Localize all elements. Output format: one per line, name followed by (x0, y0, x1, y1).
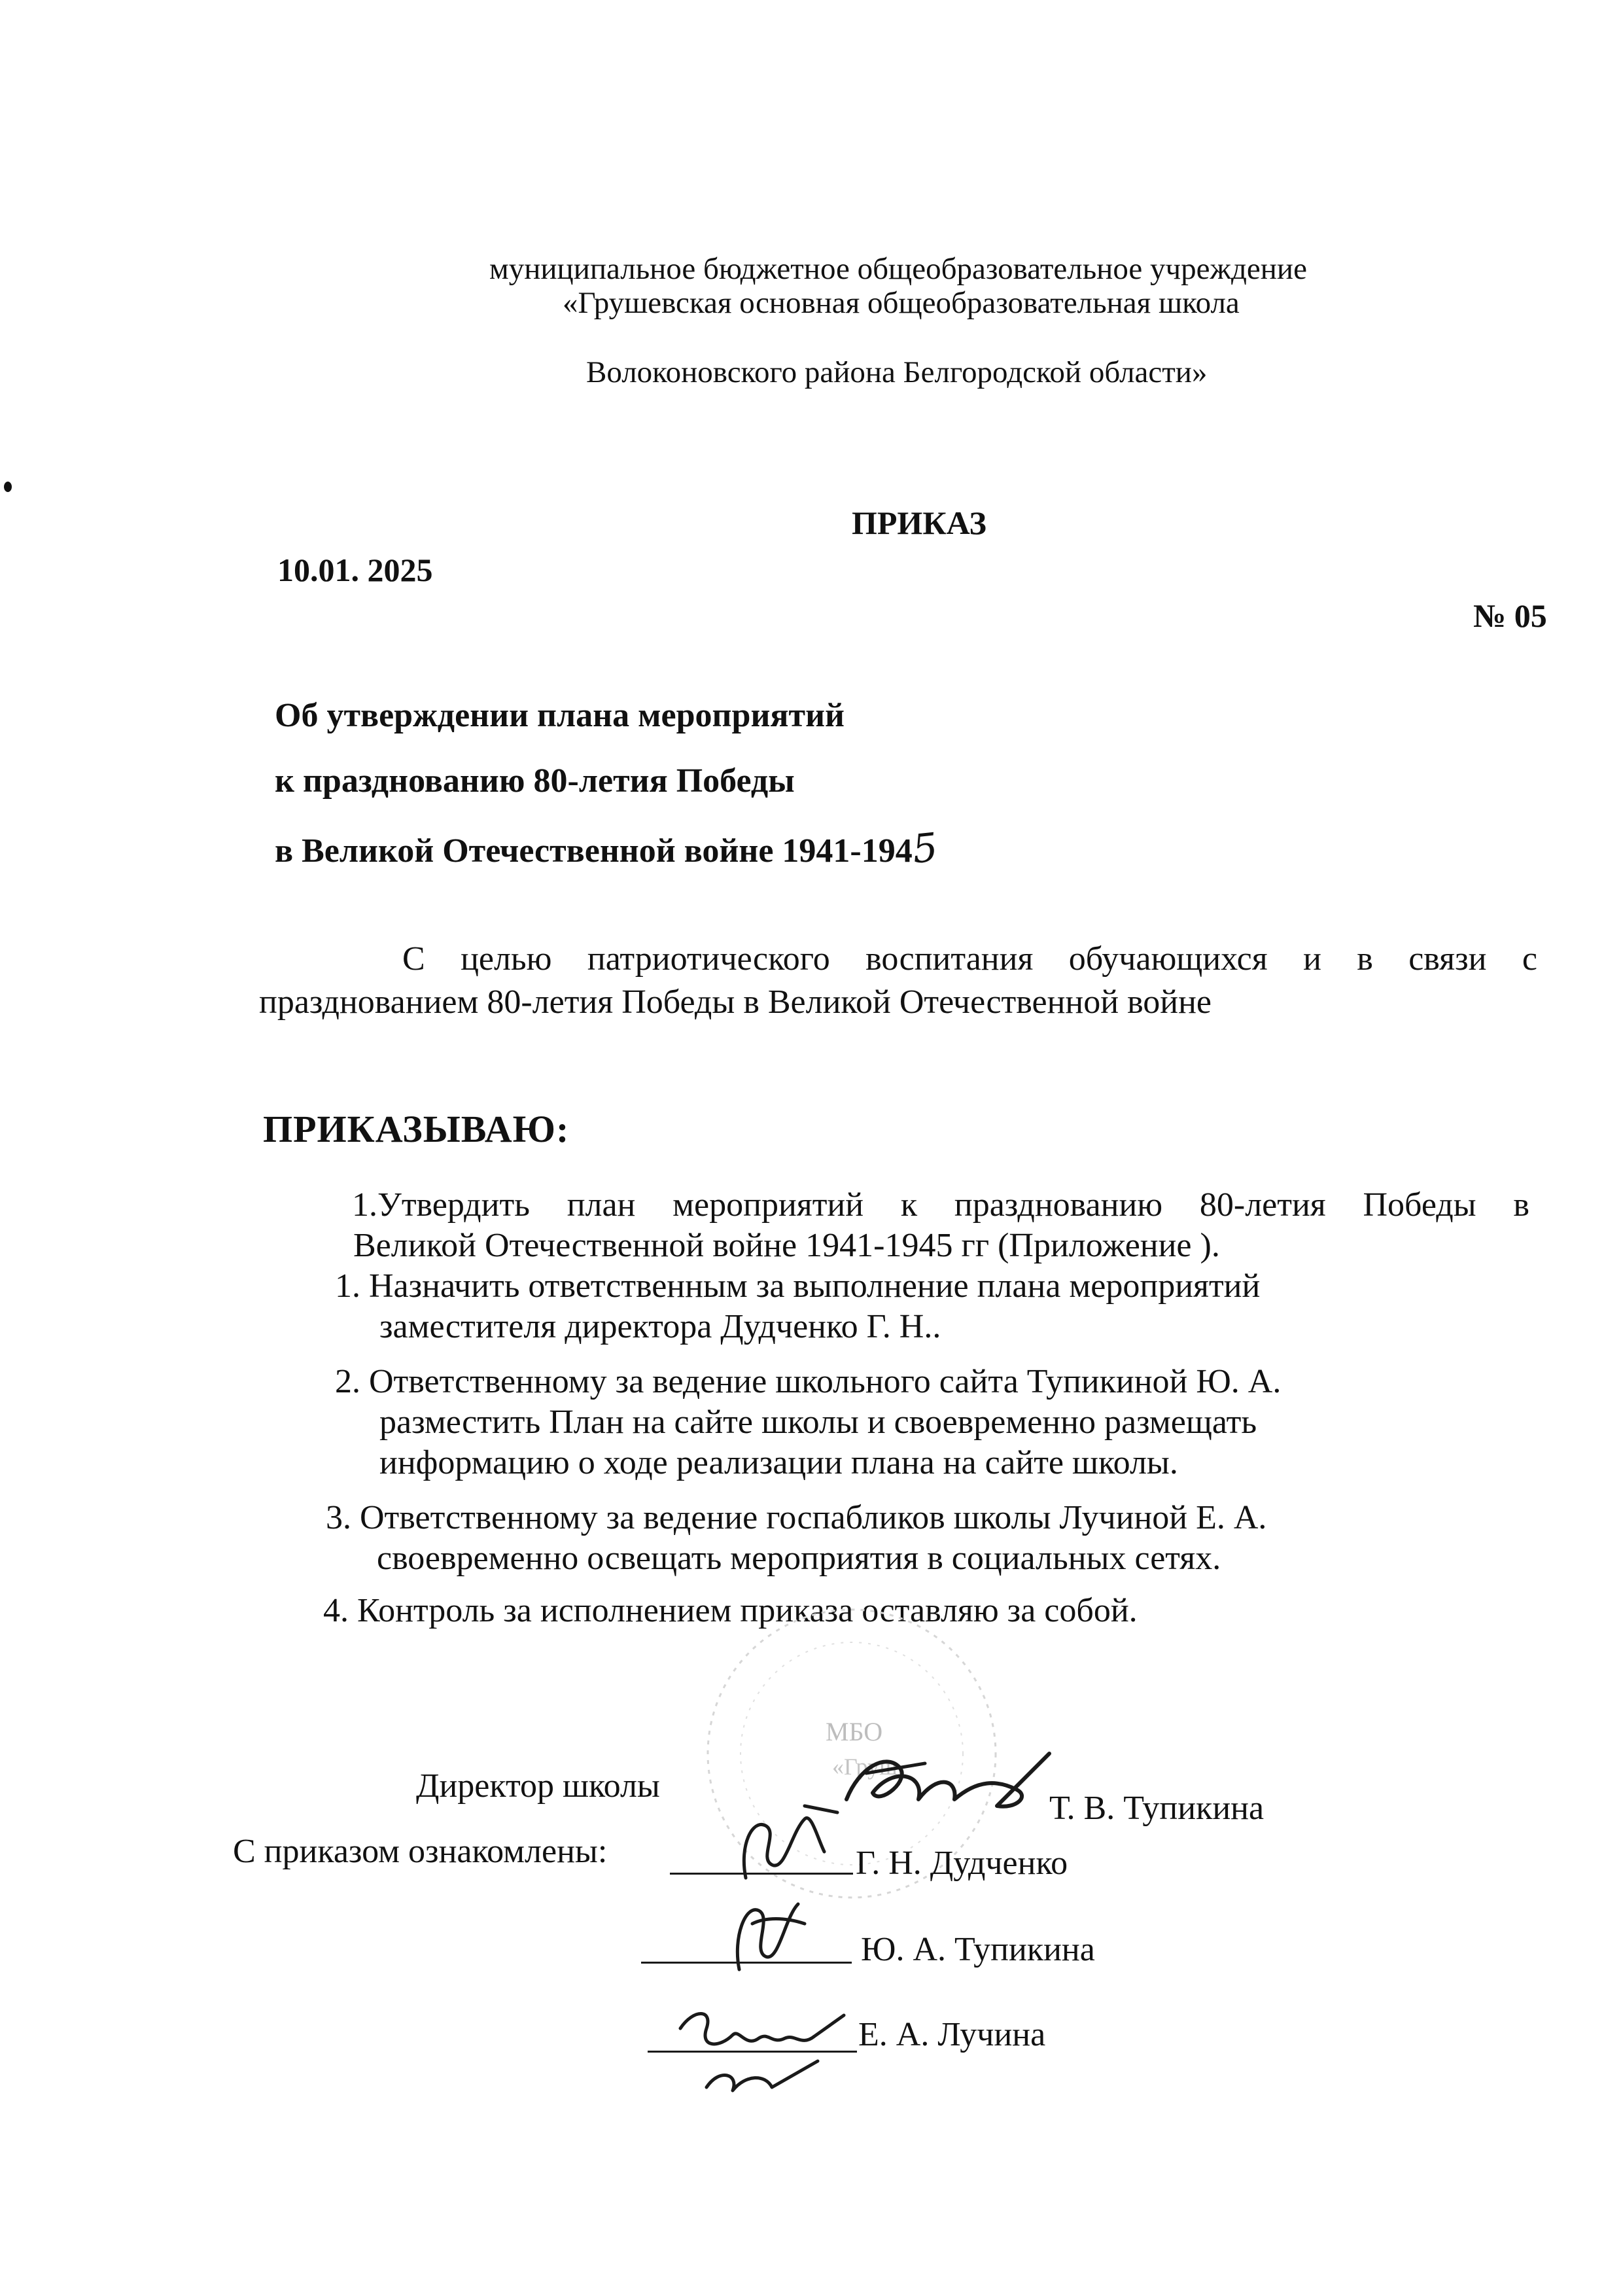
handwritten-digit: 5 (910, 824, 940, 873)
order-item-2-line-2: заместителя директора Дудченко Г. Н.. (379, 1308, 941, 1345)
director-name: Т. В. Тупикина (1049, 1790, 1265, 1827)
acquainted-person-2: Ю. А. Тупикина (861, 1931, 1095, 1968)
acquainted-person-3: Е. А. Лучина (858, 2016, 1046, 2053)
preamble-word: с (1522, 940, 1537, 978)
institution-header-line-2: «Грушевская основная общеобразовательная школа (563, 286, 1240, 320)
stamp-text-2: «Груш (832, 1754, 898, 1780)
order-subject-line-3 (275, 824, 940, 873)
item-word: Победы (1363, 1186, 1476, 1224)
item-word: в (1513, 1186, 1529, 1224)
item-word: 1.Утвердить (352, 1186, 530, 1224)
preamble-word: воспитания (865, 940, 1034, 978)
document-type-title: ПРИКАЗ (852, 504, 986, 541)
stamp-text-1: МБО (826, 1717, 883, 1746)
order-item-1-line-1 (352, 1186, 1529, 1224)
institution-header-line-3: Волоконовского района Белгородской области» (586, 355, 1208, 389)
order-keyword: ПРИКАЗЫВАЮ: (263, 1108, 570, 1150)
order-item-5-line-1: 4. Контроль за исполнением приказа оставляю за собой. (323, 1592, 1138, 1629)
preamble-line-1 (402, 940, 1537, 978)
order-number: № 05 (1473, 597, 1547, 634)
order-item-4-line-2: своевременно освещать мероприятия в социальных сетях. (377, 1540, 1221, 1577)
preamble-word: С (402, 940, 425, 978)
preamble-word: обучающихся (1068, 940, 1268, 978)
institution-header-line-1: муниципальное бюджетное общеобразовательное учреждение (489, 252, 1307, 286)
order-item-2-line-1: 1. Назначить ответственным за выполнение плана мероприятий (335, 1267, 1261, 1305)
signature-dudchenko (707, 1793, 864, 1891)
order-item-3-line-3: информацию о ходе реализации плана на сайте школы. (379, 1444, 1178, 1481)
item-word: к (900, 1186, 918, 1224)
item-word: план (567, 1186, 636, 1224)
preamble-line-2: празднованием 80-летия Победы в Великой Отечественной войне (259, 983, 1212, 1021)
item-word: празднованию (954, 1186, 1163, 1224)
preamble-word: целью (461, 940, 552, 978)
item-word: 80-летия (1199, 1186, 1326, 1224)
preamble-word: патриотического (587, 940, 830, 978)
order-subject-line-3-text: в Великой Отечественной войне 1941-194 (275, 832, 913, 870)
preamble-word: в (1357, 940, 1373, 978)
order-date: 10.01. 2025 (277, 552, 433, 588)
preamble-word: и (1303, 940, 1321, 978)
director-label: Директор школы (416, 1767, 660, 1805)
acquainted-person-1: Г. Н. Дудченко (856, 1845, 1068, 1882)
order-item-3-line-1: 2. Ответственному за ведение школьного сайта Тупикиной Ю. А. (335, 1363, 1282, 1400)
signature-luchina (654, 1976, 870, 2120)
order-item-3-line-2: разместить План на сайте школы и своевременно размещать (379, 1404, 1257, 1441)
order-subject-line-1: Об утверждении плана мероприятий (275, 697, 845, 734)
scan-artifact-dot (4, 482, 12, 492)
order-subject-line-2: к празднованию 80-летия Победы (275, 762, 795, 800)
item-word: мероприятий (672, 1186, 864, 1224)
preamble-word: связи (1408, 940, 1487, 978)
signature-tupikina (693, 1878, 837, 1983)
order-item-1-line-2: Великой Отечественной войне 1941-1945 гг (Приложение ). (353, 1227, 1220, 1264)
order-item-4-line-1: 3. Ответственному за ведение госпабликов школы Лучиной Е. А. (326, 1499, 1267, 1536)
acquainted-label: С приказом ознакомлены: (233, 1833, 608, 1870)
